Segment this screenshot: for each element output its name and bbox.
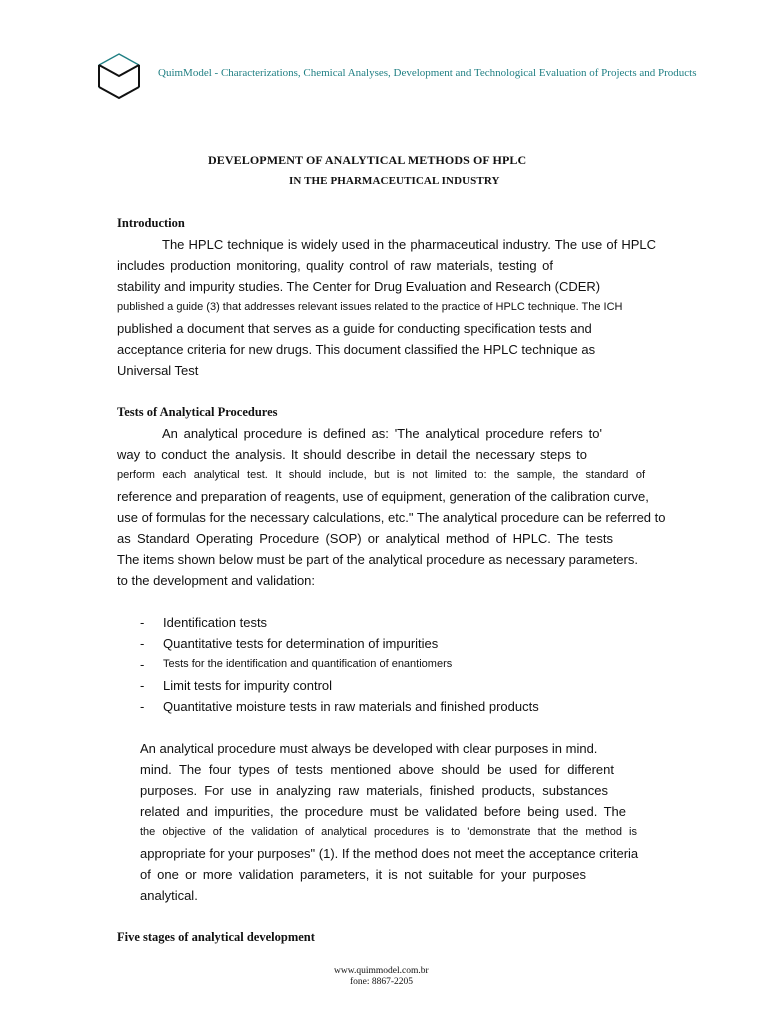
paragraph-line: The HPLC technique is widely used in the pharmaceutical industry. The use of HPLC bbox=[162, 237, 656, 252]
list-item: Limit tests for impurity control bbox=[163, 678, 333, 693]
paragraph-line: An analytical procedure is defined as: 'The analytical procedure refers to' bbox=[162, 426, 602, 441]
paragraph-line: related and impurities, the procedure must be validated before being used. The bbox=[140, 804, 626, 819]
document-title: DEVELOPMENT OF ANALYTICAL METHODS OF HPLC bbox=[208, 153, 527, 167]
paragraph-line: reference and preparation of reagents, use of equipment, generation of the calibration curve, bbox=[117, 489, 649, 504]
document-subtitle: IN THE PHARMACEUTICAL INDUSTRY bbox=[289, 175, 500, 187]
paragraph-line: appropriate for your purposes" (1). If the method does not meet the acceptance criteria bbox=[140, 846, 639, 861]
section-heading-five-stages: Five stages of analytical development bbox=[117, 930, 315, 944]
bullet-marker: - bbox=[140, 657, 145, 672]
bullet-marker: - bbox=[140, 615, 145, 630]
bullet-marker: - bbox=[140, 636, 145, 651]
cube-logo-icon bbox=[96, 52, 142, 100]
paragraph-line: includes production monitoring, quality control of raw materials, testing of bbox=[117, 258, 553, 273]
header-tagline: QuimModel - Characterizations, Chemical Analyses, Development and Technological Evaluation of Projects and Products bbox=[158, 67, 697, 79]
footer-phone: fone: 8867-2205 bbox=[350, 977, 414, 987]
paragraph-line: published a guide (3) that addresses relevant issues related to the practice of HPLC technique. The ICH bbox=[117, 301, 623, 313]
paragraph-line: acceptance criteria for new drugs. This document classified the HPLC technique as bbox=[117, 342, 596, 357]
paragraph-line: An analytical procedure must always be developed with clear purposes in mind. bbox=[140, 741, 598, 756]
paragraph-line: to the development and validation: bbox=[117, 573, 316, 588]
paragraph-line: The items shown below must be part of the analytical procedure as necessary parameters. bbox=[117, 552, 638, 567]
paragraph-line: as Standard Operating Procedure (SOP) or analytical method of HPLC. The tests bbox=[117, 531, 613, 546]
paragraph-line: perform each analytical test. It should include, but is not limited to: the sample, the standard of bbox=[117, 469, 645, 481]
list-item: Identification tests bbox=[163, 615, 268, 630]
paragraph-line: way to conduct the analysis. It should describe in detail the necessary steps to bbox=[117, 447, 587, 462]
bullet-marker: - bbox=[140, 678, 145, 693]
section-heading-tests: Tests of Analytical Procedures bbox=[117, 405, 278, 419]
paragraph-line: analytical. bbox=[140, 888, 198, 903]
bullet-marker: - bbox=[140, 699, 145, 714]
footer-website: www.quimmodel.com.br bbox=[334, 966, 429, 976]
list-item: Tests for the identification and quantification of enantiomers bbox=[163, 658, 453, 670]
paragraph-line: stability and impurity studies. The Center for Drug Evaluation and Research (CDER) bbox=[117, 279, 601, 294]
list-item: Quantitative moisture tests in raw materials and finished products bbox=[163, 699, 539, 714]
section-heading-introduction: Introduction bbox=[117, 216, 185, 230]
list-item: Quantitative tests for determination of impurities bbox=[163, 636, 439, 651]
paragraph-line: of one or more validation parameters, it is not suitable for your purposes bbox=[140, 867, 586, 882]
paragraph-line: mind. The four types of tests mentioned above should be used for different bbox=[140, 762, 614, 777]
paragraph-line: purposes. For use in analyzing raw materials, finished products, substances bbox=[140, 783, 608, 798]
paragraph-line: the objective of the validation of analytical procedures is to 'demonstrate that the method is bbox=[140, 826, 637, 838]
paragraph-line: published a document that serves as a guide for conducting specification tests and bbox=[117, 321, 592, 336]
paragraph-line: Universal Test bbox=[117, 363, 199, 378]
paragraph-line: use of formulas for the necessary calculations, etc." The analytical procedure can be referred to bbox=[117, 510, 666, 525]
